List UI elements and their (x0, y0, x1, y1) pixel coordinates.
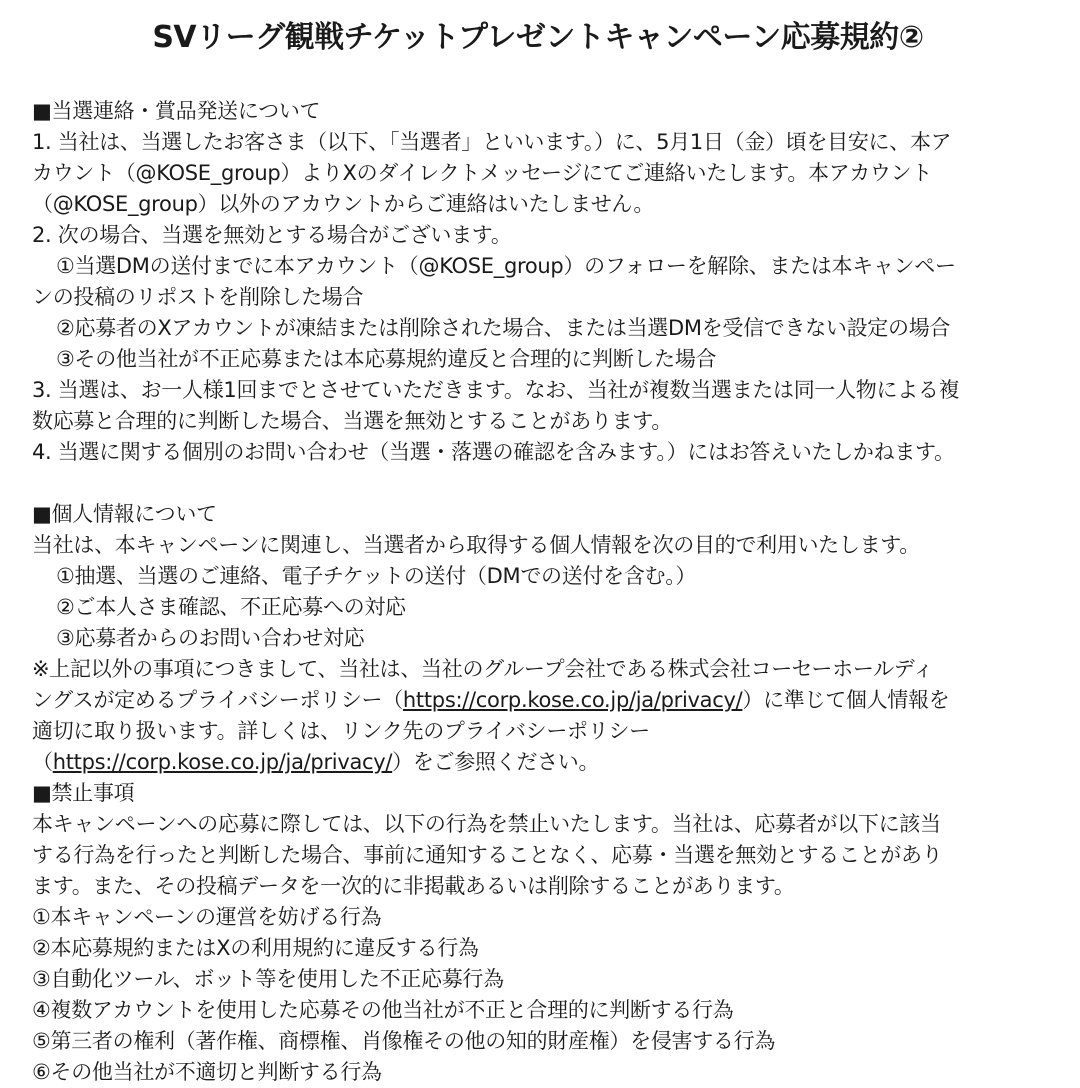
paragraph-line: ※上記以外の事項につきまして、当社は、当社のグループ会社である株式会社コーセーホールディ (32, 657, 934, 681)
section-heading: ■禁止事項 (32, 781, 135, 805)
list-item: ③応募者からのお問い合わせ対応 (56, 626, 365, 650)
list-item: ④複数アカウントを使用した応募その他当社が不正と合理的に判断する行為 (32, 998, 734, 1022)
paragraph-line: 3. 当選は、お一人様1回までとさせていただきます。なお、当社が複数当選または同一人物による複 (32, 378, 960, 402)
privacy-policy-link[interactable]: https://corp.kose.co.jp/ja/privacy/ (52, 750, 393, 774)
paragraph-line: 本キャンペーンへの応募に際しては、以下の行為を禁止いたします。当社は、応募者が以下に該当 (32, 812, 941, 836)
paragraph-line (32, 747, 1044, 778)
paragraph-line (32, 685, 1044, 716)
text-fragment: （ (32, 750, 53, 774)
list-item: ①抽選、当選のご連絡、電子チケットの送付（DMでの送付を含む。） (56, 564, 697, 588)
spacer (32, 468, 1044, 499)
list-item: ③その他当社が不正応募または本応募規約違反と合理的に判断した場合 (56, 347, 717, 371)
page-title: SVリーグ観戦チケットプレゼントキャンペーン応募規約② (152, 20, 924, 55)
paragraph-line: する行為を行ったと判断した場合、事前に通知することなく、応募・当選を無効とすることがあり (32, 843, 943, 867)
section-heading: ■当選連絡・賞品発送について (32, 99, 321, 123)
list-item: ②応募者のXアカウントが凍結または削除された場合、または当選DMを受信できない設定の場合 (56, 316, 951, 340)
privacy-policy-link[interactable]: https://corp.kose.co.jp/ja/privacy/ (402, 688, 743, 712)
list-item: ⑤第三者の権利（著作権、商標権、肖像権その他の知的財産権）を侵害する行為 (32, 1029, 776, 1053)
paragraph-line: 数応募と合理的に判断した場合、当選を無効とすることがあります。 (32, 409, 673, 433)
paragraph-line: 1. 当社は、当選したお客さま（以下、「当選者」といいます。）に、5月1日（金）頃を目安に、本ア (32, 130, 952, 154)
paragraph-line: 適切に取り扱います。詳しくは、リンク先のプライバシーポリシー (32, 719, 650, 743)
section-prohibited (32, 778, 1044, 1088)
text-fragment: ）に準じて個人情報を (742, 688, 950, 712)
list-item: ①本キャンペーンの運営を妨げる行為 (32, 905, 382, 929)
paragraph-line: 4. 当選に関する個別のお問い合わせ（当選・落選の確認を含みます。）にはお答えいたしかねます。 (32, 440, 955, 464)
list-item: ②本応募規約またはXの利用規約に違反する行為 (32, 936, 479, 960)
terms-body (32, 96, 1044, 1088)
text-fragment: ングスが定めるプライバシーポリシー（ (32, 688, 403, 712)
paragraph-line: 2. 次の場合、当選を無効とする場合がございます。 (32, 223, 512, 247)
section-winner-notification (32, 96, 1044, 468)
section-privacy (32, 499, 1044, 778)
list-item: ②ご本人さま確認、不正応募への対応 (56, 595, 406, 619)
paragraph-line: （@KOSE_group）以外のアカウントからご連絡はいたしません。 (32, 192, 655, 216)
section-heading: ■個人情報について (32, 502, 217, 526)
paragraph-line: 当社は、本キャンペーンに関連し、当選者から取得する個人情報を次の目的で利用いたします。 (32, 533, 920, 557)
list-item: ⑥その他当社が不適切と判断する行為 (32, 1060, 382, 1084)
text-fragment: ）をご参照ください。 (392, 750, 600, 774)
list-item-continuation: ンの投稿のリポストを削除した場合 (32, 285, 364, 309)
list-item: ③自動化ツール、ボット等を使用した不正応募行為 (32, 967, 504, 991)
paragraph-line: ます。また、その投稿データを一次的に非掲載あるいは削除することがあります。 (32, 874, 795, 898)
paragraph-line: カウント（@KOSE_group）よりXのダイレクトメッセージにてご連絡いたします。本アカウント (32, 161, 933, 185)
list-item: ①当選DMの送付までに本アカウント（@KOSE_group）のフォローを解除、または本キャンペー (56, 254, 956, 278)
